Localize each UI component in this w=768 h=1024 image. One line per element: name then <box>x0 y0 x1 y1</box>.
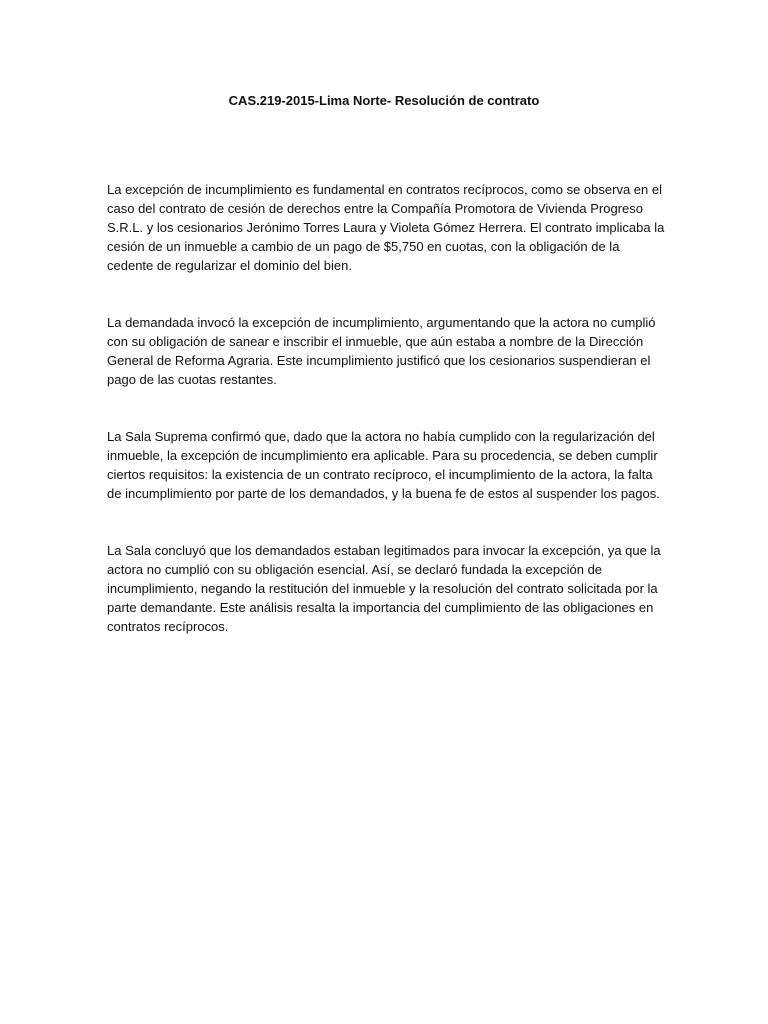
paragraph-3: La Sala Suprema confirmó que, dado que la actora no había cumplido con la regularización del inmueble, la excepción de incumplimiento era aplicable. Para su procedencia, se deben cumplir ciertos requisitos: la existencia de un contrato recíproco, el incumplimiento de la actora, la falta de incumplimiento por parte de los demandados, y la buena fe de estos al suspender los pagos. <box>107 429 660 501</box>
document-body <box>107 180 667 636</box>
document-title: CAS.219-2015-Lima Norte- Resolución de contrato <box>228 93 540 108</box>
paragraph-4: La Sala concluyó que los demandados estaban legitimados para invocar la excepción, ya que la actora no cumplió con su obligación esencial. Así, se declaró fundada la excepción de incumplimiento, negando la restitución del inmueble y la resolución del contrato solicitada por la parte demandante. Este análisis resalta la importancia del cumplimiento de las obligaciones en contratos recíprocos. <box>107 543 661 634</box>
paragraph-1: La excepción de incumplimiento es fundamental en contratos recíprocos, como se observa en el caso del contrato de cesión de derechos entre la Compañía Promotora de Vivienda Progreso S.R.L. y los cesionarios Jerónimo Torres Laura y Violeta Gómez Herrera. El contrato implicaba la cesión de un inmueble a cambio de un pago de $5,750 en cuotas, con la obligación de la cedente de regularizar el dominio del bien. <box>107 182 665 273</box>
paragraph-2: La demandada invocó la excepción de incumplimiento, argumentando que la actora no cumplió con su obligación de sanear e inscribir el inmueble, que aún estaba a nombre de la Dirección General de Reforma Agraria. Este incumplimiento justificó que los cesionarios suspendieran el pago de las cuotas restantes. <box>107 315 656 387</box>
